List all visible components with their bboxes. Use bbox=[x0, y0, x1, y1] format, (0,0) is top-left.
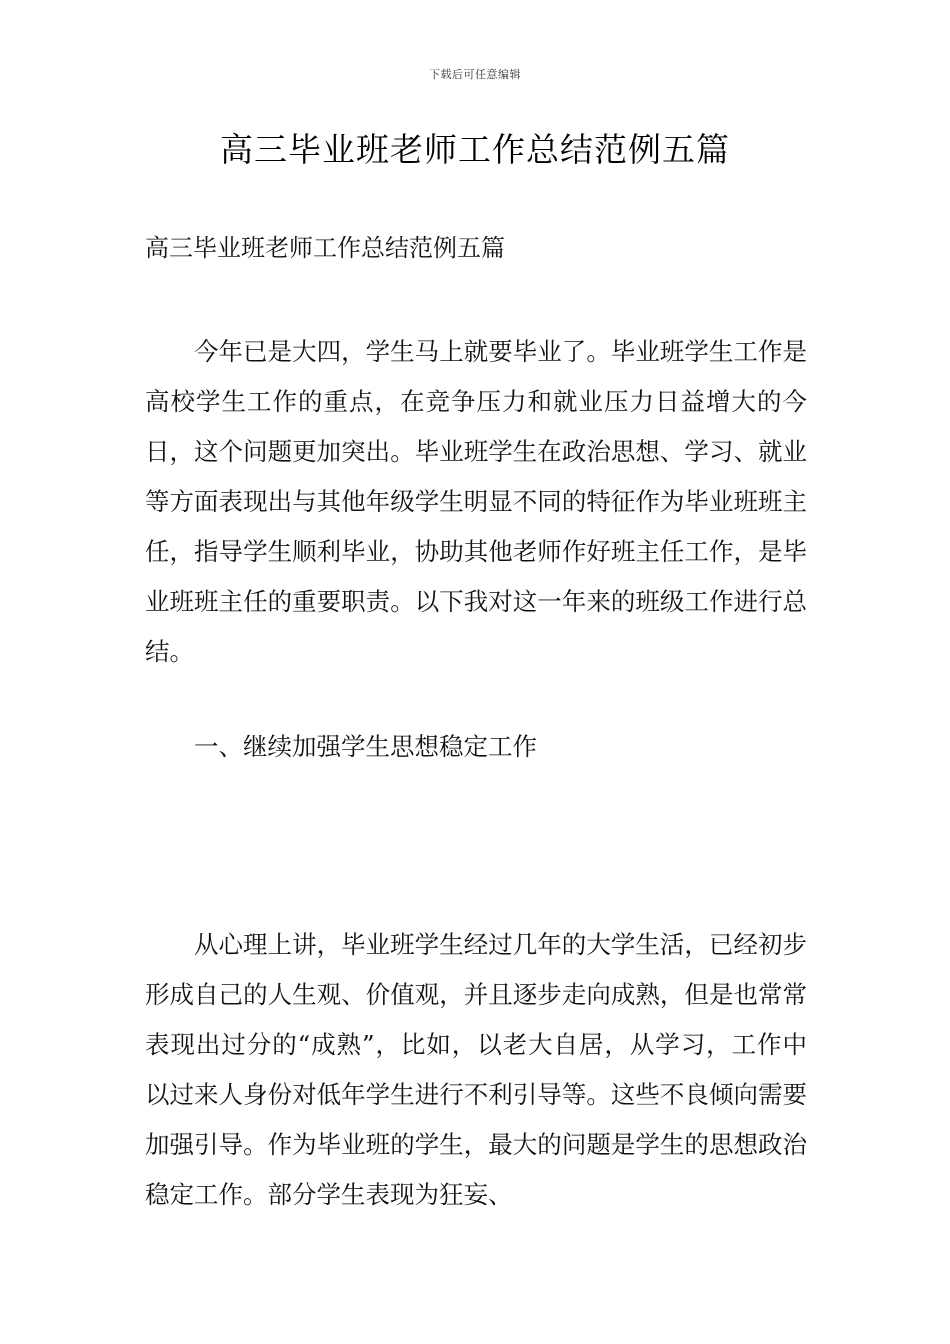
section-heading: 一、继续加强学生思想稳定工作 bbox=[194, 732, 537, 761]
document-subtitle: 高三毕业班老师工作总结范例五篇 bbox=[145, 234, 505, 262]
paragraph-section-one: 从心理上讲，毕业班学生经过几年的大学生活，已经初步形成自己的人生观、价值观，并且逐步走向成熟，但是也常常表现出过分的“成熟”，比如，以老大自居，从学习，工作中以过来人身份对低年学生进行不利引导等。这些不良倾向需要加强引导。作为毕业班的学生，最大的问题是学生的思想政治稳定工作。部分学生表现为狂妄、 bbox=[145, 930, 807, 1209]
header-note: 下载后可任意编辑 bbox=[429, 68, 521, 81]
document-title: 高三毕业班老师工作总结范例五篇 bbox=[220, 130, 730, 169]
paragraph-intro: 今年已是大四，学生马上就要毕业了。毕业班学生工作是高校学生工作的重点，在竞争压力和就业压力日益增大的今日，这个问题更加突出。毕业班学生在政治思想、学习、就业等方面表现出与其他年级学生明显不同的特征作为毕业班班主任，指导学生顺利毕业，协助其他老师作好班主任工作，是毕业班班主任的重要职责。以下我对这一年来的班级工作进行总结。 bbox=[145, 337, 807, 666]
